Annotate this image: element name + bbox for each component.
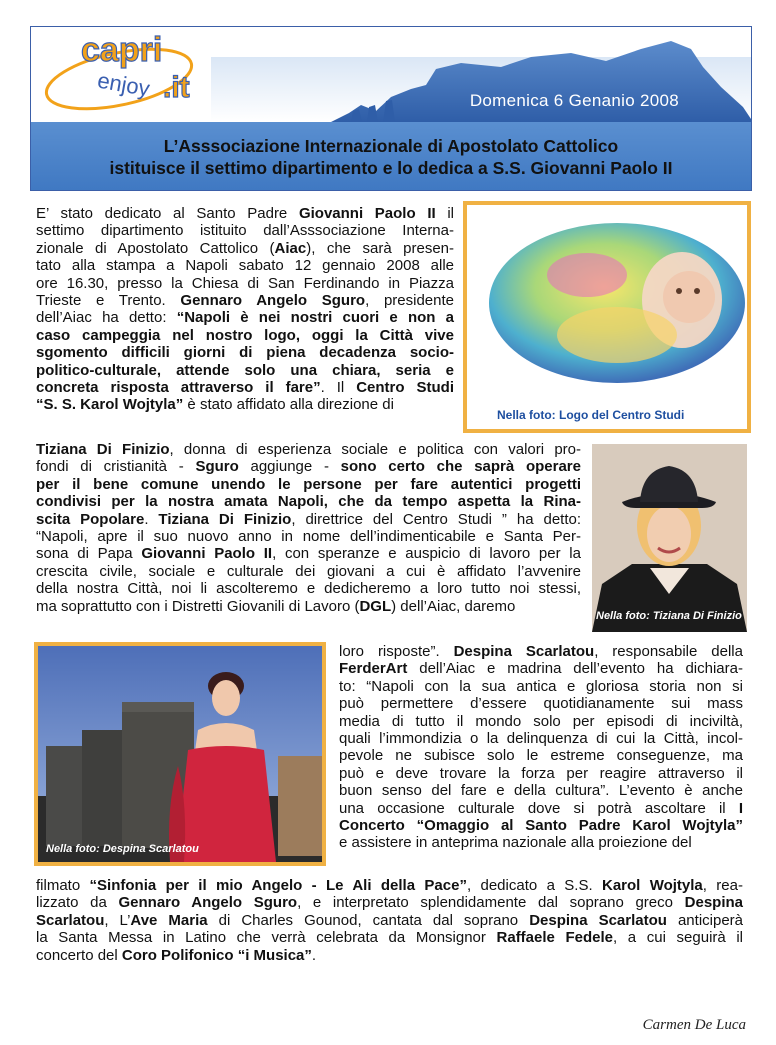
text-line: buon senso del fare e della cultura”. L’evento è anche: [339, 782, 743, 800]
text-line: lizzato da Gennaro Angelo Sguro, e interpretato splendidamente dal soprano greco Despina: [36, 894, 743, 912]
text-line: per il bene comune unendo le persone per fare autentici progetti: [36, 475, 581, 493]
headline-line-1: L’Asssociazione Internazionale di Apostolato Cattolico: [163, 136, 619, 156]
text-line: concerto del Coro Polifonico “i Musica”.: [36, 946, 317, 964]
text-line: pevole ne subisce solo le estreme conseguenze, ma: [339, 747, 743, 765]
text-line: dell’Aiac ha detto: “Napoli è nei nostri cuori e non a: [36, 309, 454, 327]
paragraph-4: [36, 877, 743, 964]
issue-date: Domenica 6 Genanio 2008: [469, 91, 679, 110]
portrait-woman-hat-icon: [592, 444, 747, 632]
text-line: Concerto “Omaggio al Santo Padre Karol Wojtyla”: [339, 817, 743, 835]
text-line: condivisi per la nostra amata Napoli, che da tempo aspetta la Rina-: [36, 493, 581, 511]
text-line: caso campeggia nel nostro logo, oggi la Città vive: [36, 326, 454, 344]
text-line: Trieste e Trento. Gennaro Angelo Sguro, presidente: [36, 292, 454, 310]
text-line: politico-culturale, attende solo una chiara, seria e: [36, 361, 454, 379]
text-line: tato alla stampa a Napoli sabato 12 gennaio 2008 alle: [36, 257, 454, 275]
text-line: può e deve trovare la forza per reagire attraverso il: [339, 764, 743, 782]
text-line: sgomento difficili giorni di piena decadenza socio-: [36, 344, 454, 362]
text-line: zionale di Apostolato Cattolico (Aiac), che sarà presen-: [36, 239, 455, 257]
text-line: della nostra Città, noi li ascolteremo e dedicheremo a loro tutto noi stessi,: [36, 580, 581, 598]
paragraph-2: [36, 441, 581, 615]
text-line: to: “Napoli con la sua antica e gloriosa storia non si: [339, 677, 743, 695]
text-line: ore 16.30, presso la Chiesa di San Ferdinando in Piazza: [36, 274, 454, 292]
author-signature: Carmen De Luca: [642, 1017, 746, 1033]
text-line: crescita civile, sociale e culturale dei giovani a cui è affidato l’avvenire: [36, 562, 581, 580]
text-line: loro risposte”. Despina Scarlatou, responsabile della: [339, 643, 743, 660]
banner-image: [31, 27, 751, 122]
text-line: fondi di cristianità - Sguro aggiunge - sono certo che saprà operare: [36, 458, 581, 476]
text-line: “Napoli, apre il suo nuovo anno in nome dell’indimenticabile e Santa Per-: [36, 528, 581, 546]
text-line: Tiziana Di Finizio, donna di esperienza sociale e politica con valori pro-: [36, 441, 581, 458]
despina-scarlatou-photo: [34, 642, 326, 866]
text-line: settimo dipartimento istituito dall’Asssociazione Interna-: [36, 222, 454, 240]
text-line: Scarlatou, L’Ave Maria di Charles Gounod, cantata dal soprano Despina Scarlatou anticiperà: [36, 911, 744, 929]
centro-studi-logo-image-icon: [467, 205, 747, 429]
castle-and-singer-icon: [38, 646, 322, 862]
paragraph-1: [36, 205, 454, 414]
text-line: filmato “Sinfonia per il mio Angelo - Le Ali della Pace”, dedicato a S.S. Karol Wojtyla, rea-: [36, 877, 743, 894]
text-line: concreta risposta attraverso il fare”. Il Centro Studi: [36, 379, 454, 397]
text-line: FerderArt dell’Aiac e madrina dell’evento ha dichiara-: [339, 660, 743, 678]
paragraph-3: [339, 643, 743, 852]
header-banner: [30, 26, 752, 191]
despina-photo-caption: Nella foto: Despina Scarlatou: [46, 843, 199, 855]
headline-band: [31, 122, 751, 191]
tiziana-photo-caption: Nella foto: Tiziana Di Finizio: [596, 610, 742, 622]
centro-studi-logo-photo: [463, 201, 751, 433]
tiziana-di-finizio-photo: [588, 440, 751, 636]
text-line: “S. S. Karol Wojtyla” è stato affidato alla direzione di: [36, 396, 394, 414]
text-line: ma soprattutto con i Distretti Giovanili di Lavoro (DGL) dell’Aiac, daremo: [36, 597, 516, 615]
text-line: una occasione culturale dove si potrà ascoltare il I: [339, 799, 743, 817]
text-line: E’ stato dedicato al Santo Padre Giovanni Paolo II il: [36, 205, 454, 222]
logo-photo-caption: Nella foto: Logo del Centro Studi: [497, 408, 685, 422]
text-line: media di tutto il mondo solo per episodi di inciviltà,: [339, 712, 743, 730]
text-line: quali l’immondizia o la delinquenza di cui la Città, incol-: [339, 730, 743, 748]
headline-line-2: istituisce il settimo dipartimento e lo dedica a S.S. Giovanni Paolo II: [109, 158, 673, 178]
text-line: sona di Papa Giovanni Paolo II, con speranze e auspicio di lavoro per la: [36, 545, 581, 563]
text-line: può permettere d’essere quotidianamente sui mass: [339, 695, 743, 713]
logo-brand-text: capri: [81, 31, 163, 69]
text-line: la Santa Messa in Latino che verrà celebrata da Monsignor Raffaele Fedele, a cui seguirà il: [36, 929, 744, 947]
text-line: e assistere in anteprima nazionale alla proiezione del: [339, 834, 692, 852]
logo-enjoy-text: enjoy: [95, 67, 152, 102]
text-line: scita Popolare. Tiziana Di Finizio, direttrice del Centro Studi ” ha detto:: [36, 510, 582, 528]
capri-enjoy-logo: [37, 27, 237, 122]
logo-domain-text: .it: [163, 71, 190, 104]
